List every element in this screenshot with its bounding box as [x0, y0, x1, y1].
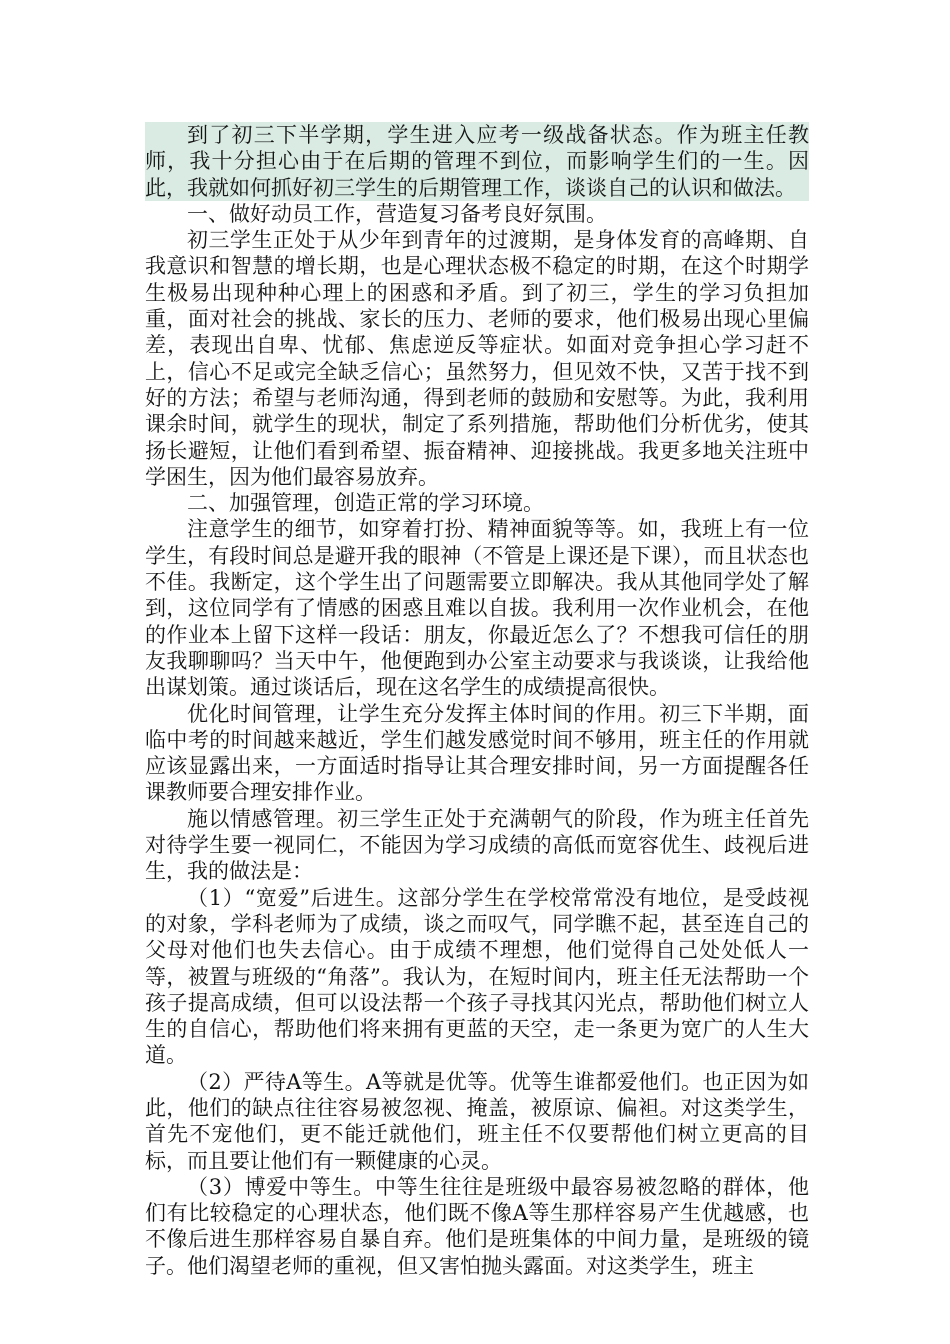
paragraph-item-2: （2）严待A等生。A等就是优等。优等生谁都爱他们。也正因为如此，他们的缺点往往容易被忽视、掩盖，被原谅、偏袒。对这类学生，首先不宠他们，更不能迁就他们，班主任不仅要帮他们树立更高的目标，而且要让他们有一颗健康的心灵。	[145, 1069, 809, 1173]
paragraph-time-management: 优化时间管理，让学生充分发挥主体时间的作用。初三下半期，面临中考的时间越来越近，学生们越发感觉时间不够用，班主任的作用就应该显露出来，一方面适时指导让其合理安排时间，另一方面提醒各任课教师要合理安排作业。	[145, 701, 809, 805]
section-heading-1: 一、做好动员工作，营造复习备考良好氛围。	[187, 201, 607, 226]
paragraph-psychology: 初三学生正处于从少年到青年的过渡期，是身体发育的高峰期、自我意识和智慧的增长期，也是心理状态极不稳定的时期，在这个时期学生极易出现种种心理上的困惑和矛盾。到了初三，学生的学习负担加重，面对社会的挑战、家长的压力、老师的要求，他们极易出现心里偏差，表现出自卑、忧郁、焦虑逆反等症状。如面对竞争担心学习赶不上，信心不足或完全缺乏信心；虽然努力，但见效不快，又苦于找不到好的方法；希望与老师沟通，得到老师的鼓励和安慰等。为此，我利用课余时间，就学生的现状，制定了系列措施，帮助他们分析优劣，使其扬长避短，让他们看到希望、振奋精神、迎接挑战。我更多地关注班中学困生，因为他们最容易放弃。	[145, 228, 809, 489]
document-body	[145, 122, 809, 1279]
intro-paragraph: 到了初三下半学期，学生进入应考一级战备状态。作为班主任教师，我十分担心由于在后期的管理不到位，而影响学生们的一生。因此，我就如何抓好初三学生的后期管理工作，谈谈自己的认识和做法。	[145, 123, 809, 200]
paragraph-details: 注意学生的细节，如穿着打扮、精神面貌等等。如，我班上有一位学生，有段时间总是避开我的眼神（不管是上课还是下课），而且状态也不佳。我断定，这个学生出了问题需要立即解决。我从其他同学处了解到，这位同学有了情感的困惑且难以自拔。我利用一次作业机会，在他的作业本上留下这样一段话：朋友，你最近怎么了？不想我可信任的朋友我聊聊吗？当天中午，他便跑到办公室主动要求与我谈谈，让我给他出谋划策。通过谈话后，现在这名学生的成绩提高很快。	[145, 517, 809, 700]
paragraph-item-3: （3）博爱中等生。中等生往往是班级中最容易被忽略的群体，他们有比较稳定的心理状态，他们既不像A等生那样容易产生优越感，也不像后进生那样容易自暴自弃。他们是班集体的中间力量，是班级的镜子。他们渴望老师的重视，但又害怕抛头露面。对这类学生，班主	[145, 1174, 809, 1278]
paragraph-emotional-management: 施以情感管理。初三学生正处于充满朝气的阶段，作为班主任首先对待学生要一视同仁，不能因为学习成绩的高低而宽容优生、歧视后进生，我的做法是：	[145, 806, 809, 884]
paragraph-item-1: （1）“宽爱”后进生。这部分学生在学校常常没有地位，是受歧视的对象，学科老师为了成绩，谈之而叹气，同学瞧不起，甚至连自己的父母对他们也失去信心。由于成绩不理想，他们觉得自己处处低人一等，被置与班级的“角落”。我认为，在短时间内，班主任无法帮助一个孩子提高成绩，但可以设法帮一个孩子寻找其闪光点，帮助他们树立人生的自信心，帮助他们将来拥有更蓝的天空，走一条更为宽广的人生大道。	[145, 885, 809, 1068]
section-heading-2: 二、加强管理，创造正常的学习环境。	[187, 491, 544, 516]
